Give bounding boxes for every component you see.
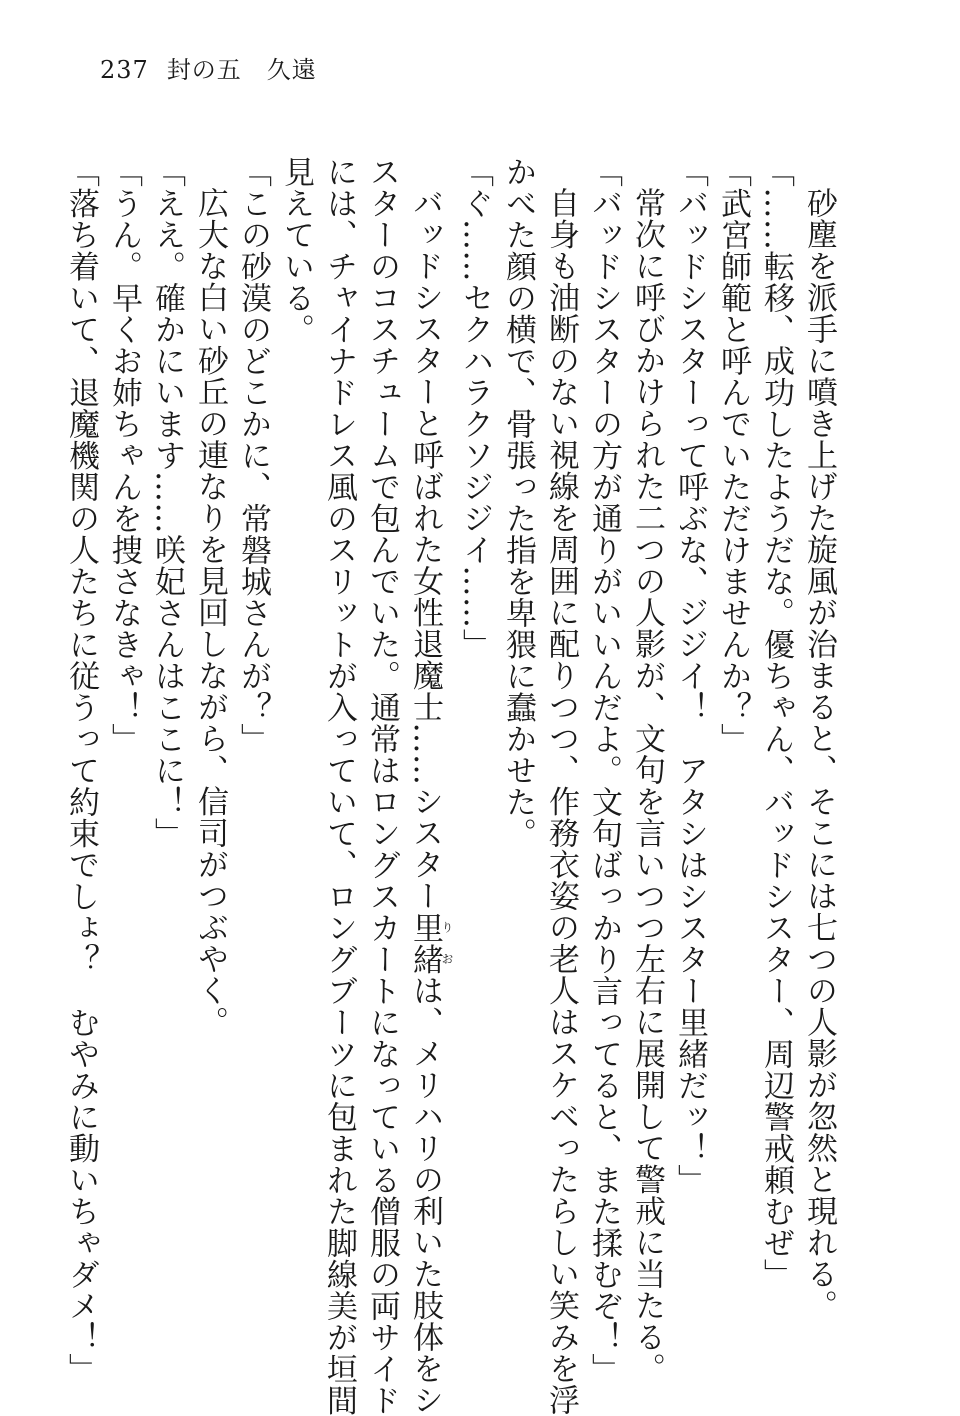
text-line: 自身も油断のない視線を周囲に配りつつ、作務衣姿の老人はスケベったらしい笑みを浮 (543, 187, 579, 1416)
running-header (100, 50, 317, 85)
text-line: 「ええ。確かにいます……咲妃さんはここに！」 (149, 156, 185, 849)
text-line: 「この砂漠のどこかに、常磐城さんが？」 (235, 156, 271, 755)
text-line: 「ぐ……セクハラクソジジイ……」 (457, 156, 493, 660)
text-line: には、チャイナドレス風のスリットが入っていて、ロングブーツに包まれた脚線美が垣間 (321, 156, 357, 1416)
text-line: 「バッドシスターって呼ぶな、ジジイ！ アタシはシスター里緒だッ！」 (672, 156, 708, 1196)
text-line: 広大な白い砂丘の連なりを見回しながら、信司がつぶやく。 (192, 187, 228, 1038)
text-line: 見えている。 (278, 156, 314, 345)
text-line-with-ruby (403, 156, 454, 1416)
page-number: 237 (100, 56, 149, 84)
text-line: 「……転移、成功したようだな。優ちゃん、バッドシスター、周辺警戒頼むぜ」 (758, 156, 794, 1290)
ruby-annotation (407, 911, 454, 975)
text-line: 砂塵を派手に噴き上げた旋風が治まると、そこには七つの人影が忽然と現れる。 (801, 187, 837, 1321)
ruby-reading: りお (440, 911, 454, 975)
ruby-line-after: は、メリハリの利いた肢体をシ (407, 974, 443, 1416)
ruby-line-before: バッドシスターと呼ばれた女性退魔士……シスター (407, 187, 443, 912)
text-line: スターのコスチュームで包んでいた。通常はロングスカートになっている僧服の両サイド (364, 156, 400, 1416)
text-line: 「落ち着いて、退魔機関の人たちに従うって約束でしょ？ むやみに動いちゃダメ！」 (63, 156, 99, 1385)
text-line: 常次に呼びかけられた二つの人影が、文句を言いつつ左右に展開して警戒に当たる。 (629, 187, 665, 1384)
text-line: かべた顔の横で、骨張った指を卑猥に蠢かせた。 (500, 156, 536, 849)
text-line: 「武宮師範と呼んでいただけませんか？」 (715, 156, 751, 755)
text-line: 「バッドシスターの方が通りがいいんだよ。文句ばっかり言ってると、また揉むぞ！」 (586, 156, 622, 1385)
vertical-body-text (59, 156, 840, 1416)
ruby-base: 里緒 (407, 911, 443, 975)
chapter-title: 封の五 久遠 (166, 56, 317, 84)
text-line: 「うん。早くお姉ちゃんを捜さなきゃ！」 (106, 156, 142, 755)
